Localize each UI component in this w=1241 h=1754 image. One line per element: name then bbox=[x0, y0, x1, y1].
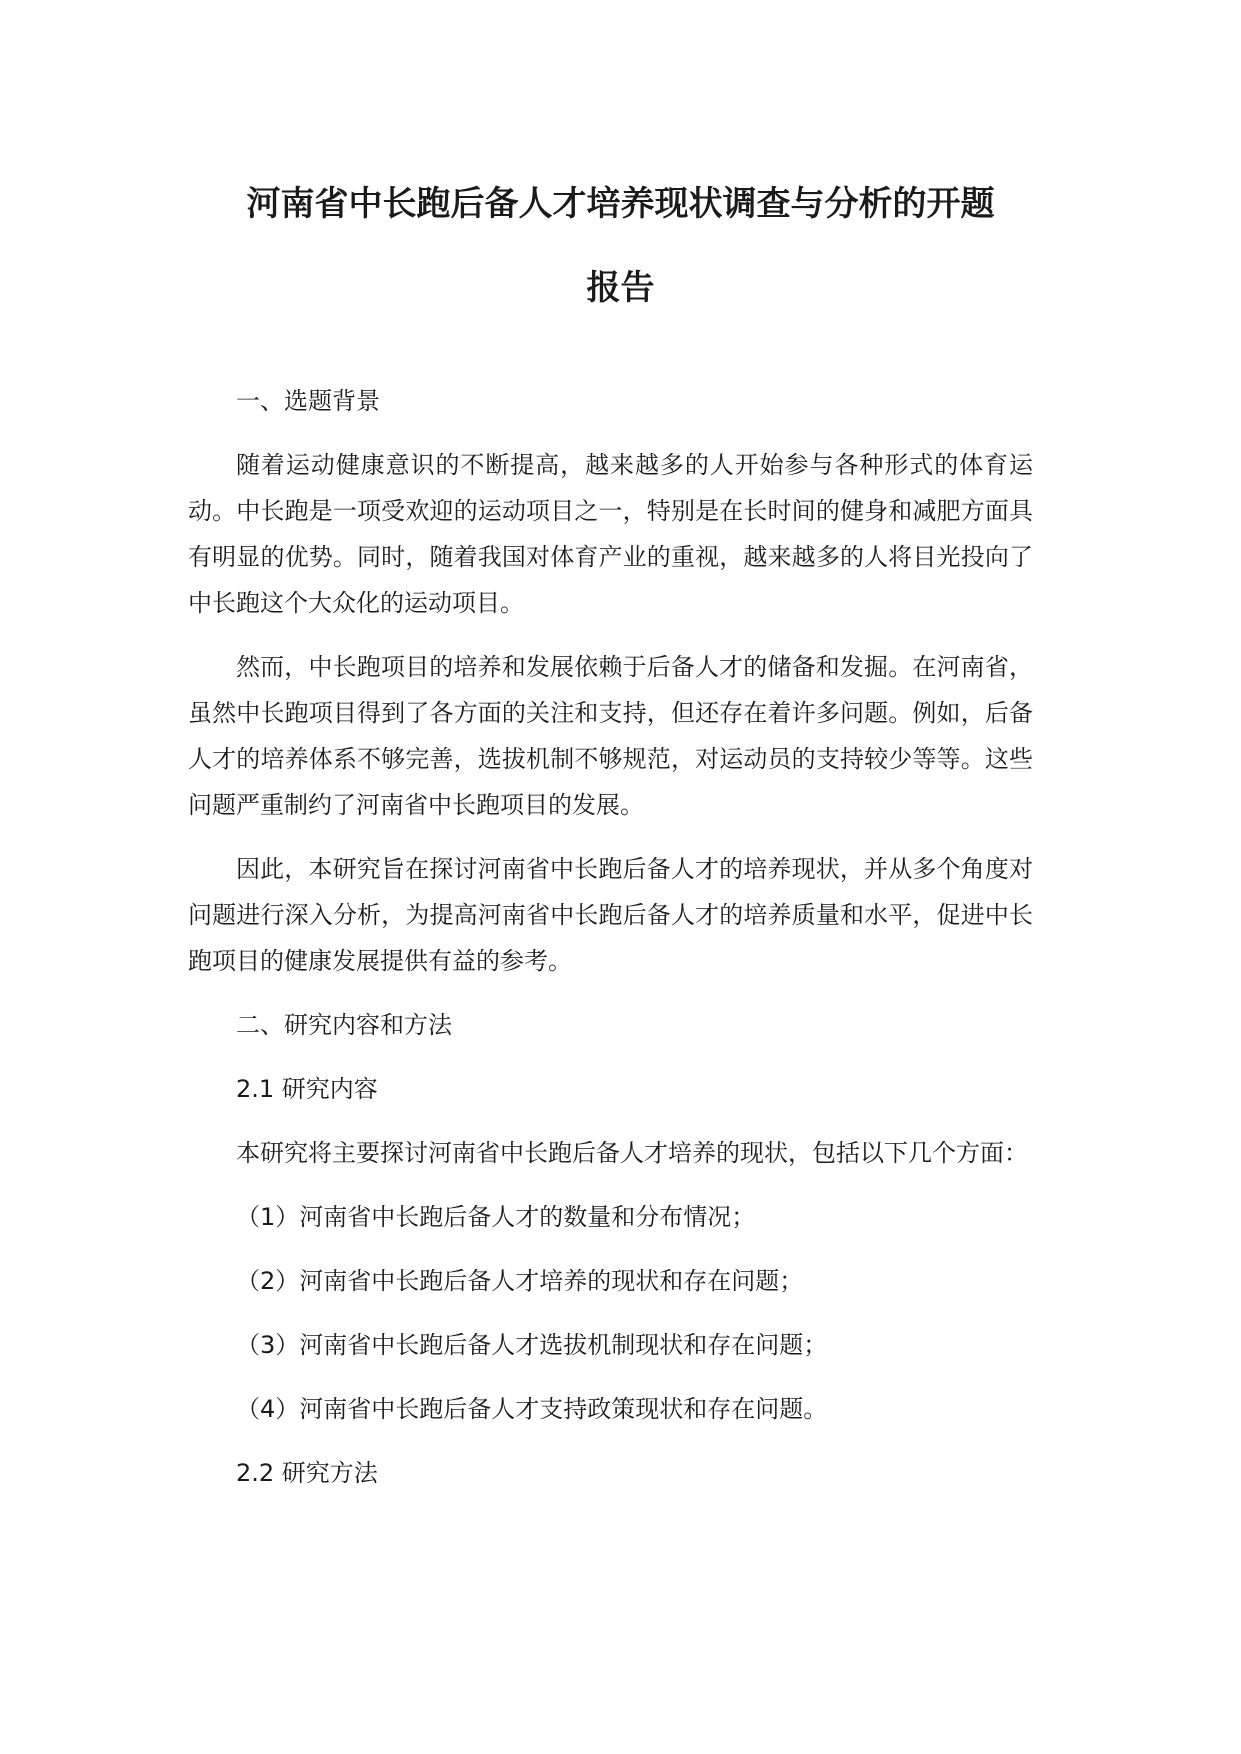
subsection-2-1-intro: 本研究将主要探讨河南省中长跑后备人才培养的现状，包括以下几个方面： bbox=[236, 1139, 1028, 1167]
document-body bbox=[188, 378, 1033, 1514]
section-1-paragraph-1: 随着运动健康意识的不断提高，越来越多的人开始参与各种形式的体育运动。中长跑是一项受欢迎的运动项目之一，特别是在长时间的健身和减肥方面具有明显的优势。同时，随着我国对体育产业的重视，越来越多的人将目光投向了中长跑这个大众化的运动项目。 bbox=[188, 451, 1033, 617]
subsection-2-1-heading: 2.1 研究内容 bbox=[236, 1075, 378, 1103]
subsection-2-2-heading: 2.2 研究方法 bbox=[236, 1459, 378, 1487]
section-1-paragraph-2: 然而，中长跑项目的培养和发展依赖于后备人才的储备和发掘。在河南省，虽然中长跑项目得到了各方面的关注和支持，但还存在着许多问题。例如，后备人才的培养体系不够完善，选拔机制不够规范，对运动员的支持较少等等。这些问题严重制约了河南省中长跑项目的发展。 bbox=[188, 653, 1033, 819]
research-item-1: （1）河南省中长跑后备人才的数量和分布情况； bbox=[236, 1203, 756, 1231]
document-title-line-2: 报告 bbox=[586, 268, 655, 308]
research-item-4: （4）河南省中长跑后备人才支持政策现状和存在问题。 bbox=[236, 1395, 828, 1423]
research-item-2: （2）河南省中长跑后备人才培养的现状和存在问题； bbox=[236, 1267, 804, 1295]
section-2-heading: 二、研究内容和方法 bbox=[236, 1011, 452, 1039]
section-1-heading: 一、选题背景 bbox=[236, 387, 380, 415]
section-1-paragraph-3: 因此，本研究旨在探讨河南省中长跑后备人才的培养现状，并从多个角度对问题进行深入分析，为提高河南省中长跑后备人才的培养质量和水平，促进中长跑项目的健康发展提供有益的参考。 bbox=[188, 855, 1033, 975]
document-title-line-1: 河南省中长跑后备人才培养现状调查与分析的开题 bbox=[246, 184, 995, 224]
research-item-3: （3）河南省中长跑后备人才选拔机制现状和存在问题； bbox=[236, 1331, 828, 1359]
